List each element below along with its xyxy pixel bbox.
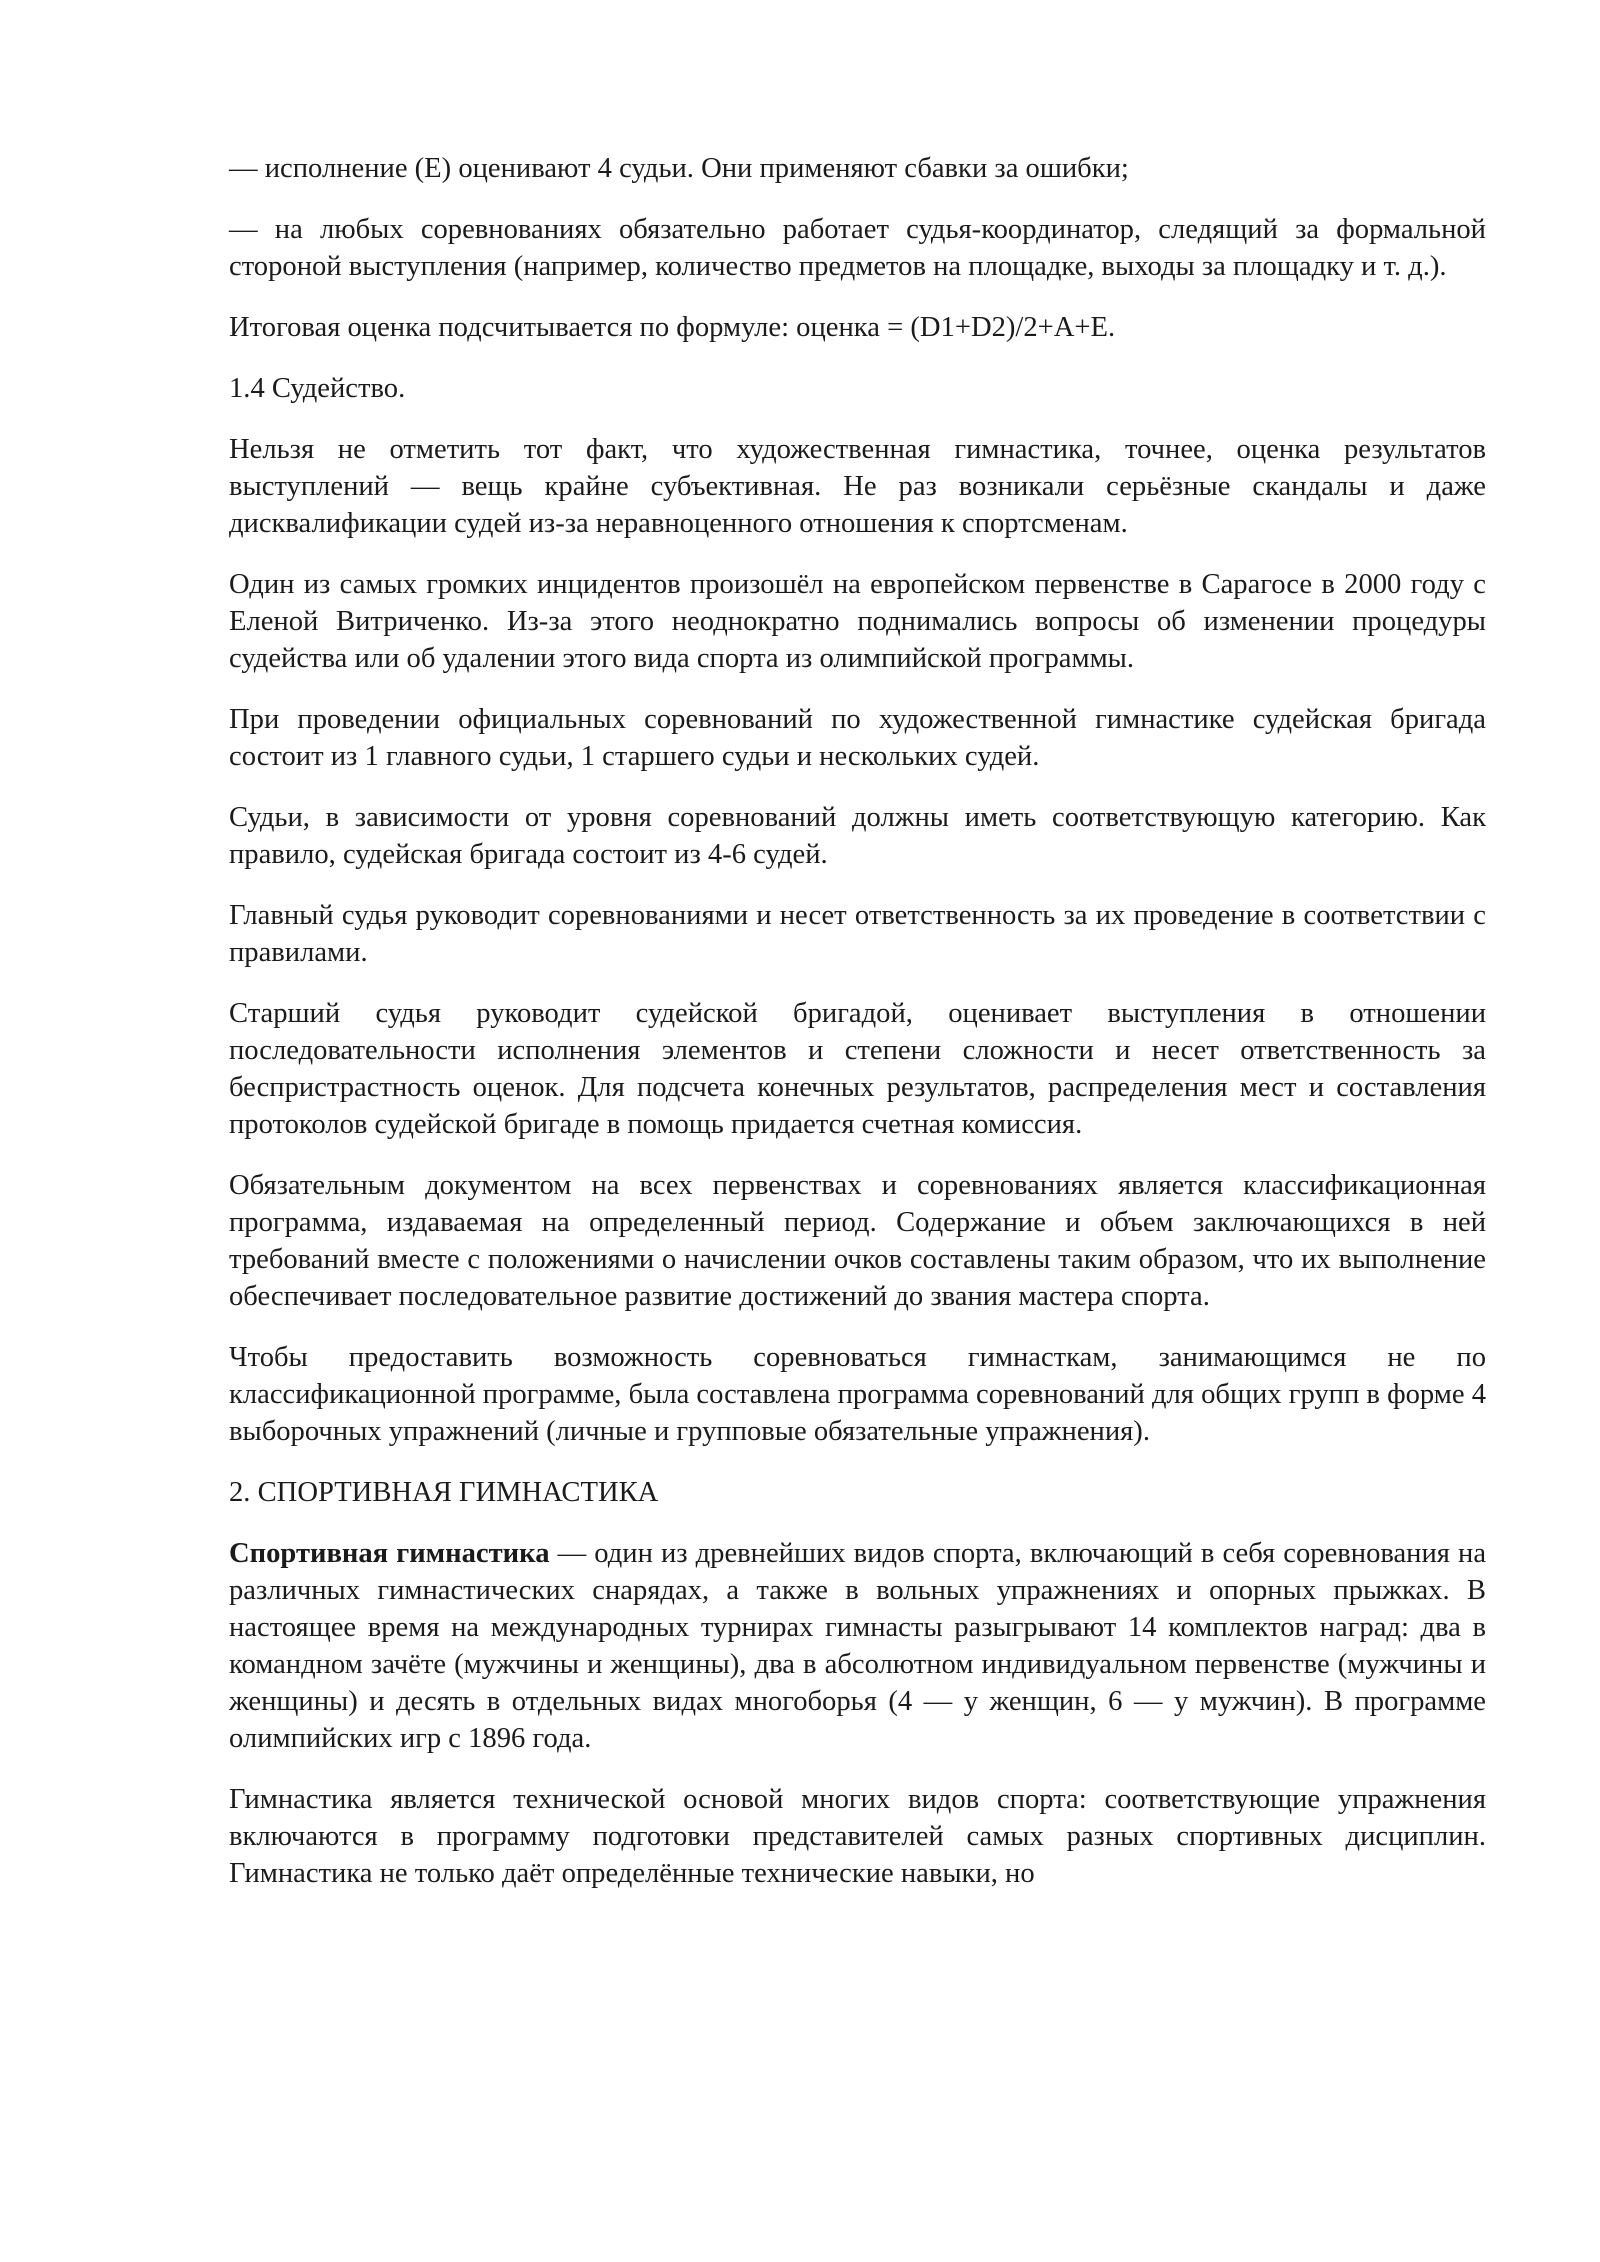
paragraph-incident: Один из самых громких инцидентов произошёл на европейском первенстве в Сарагосе в 2000 году с Еленой Витриченко. Из-за этого неоднократно поднимались вопросы об изменении процедуры судейства или об удалении этого вида спорта из олимпийской программы. xyxy=(229,569,1486,674)
paragraph-chief-judge: Главный судья руководит соревнованиями и несет ответственность за их проведение в соответствии с правилами. xyxy=(229,900,1486,968)
paragraph-execution-judges: — исполнение (E) оценивают 4 судьи. Они применяют сбавки за ошибки; xyxy=(229,153,1129,184)
paragraph-subjectivity: Нельзя не отметить тот факт, что художественная гимнастика, точнее, оценка результатов выступлений — вещь крайне субъективная. Не раз возникали серьёзные скандалы и даже дисквалификации судей из-за неравноценного отношения к спортсменам. xyxy=(229,434,1486,539)
paragraph-coordinator-judge: — на любых соревнованиях обязательно работает судья-координатор, следящий за формальной стороной выступления (например, количество предметов на площадке, выходы за площадку и т. д.). xyxy=(229,214,1486,282)
definition-text: — один из древнейших видов спорта, включающий в себя соревнования на различных гимнастических снарядах, а также в вольных упражнениях и опорных прыжках. В настоящее время на международных турнирах гимнасты разыгрывают 14 комплектов наград: два в командном зачёте (мужчины и женщины), два в абсолютном индивидуальном первенстве (мужчины и женщины) и десять в отдельных видах многоборья (4 — у женщин, 6 — у мужчин). В программе олимпийских игр с 1896 года. xyxy=(229,1538,1487,1754)
paragraph-classification-program: Обязательным документом на всех первенствах и соревнованиях является классификационная программа, издаваемая на определенный период. Содержание и объем заключающихся в ней требований вместе с положениями о начислении очков составлены таким образом, что их выполнение обеспечивает последовательное развитие достижений до звания мастера спорта. xyxy=(229,1170,1486,1312)
definition-term: Спортивная гимнастика xyxy=(229,1538,550,1569)
paragraph-definition xyxy=(229,1535,1486,1757)
paragraph-technical-basis: Гимнастика является технической основой многих видов спорта: соответствующие упражнения включаются в программу подготовки представителей самых разных спортивных дисциплин. Гимнастика не только даёт определённые технические навыки, но xyxy=(229,1784,1486,1889)
paragraph-score-formula: Итоговая оценка подсчитывается по формуле: оценка = (D1+D2)/2+A+E. xyxy=(229,312,1116,343)
section-heading: 2. СПОРТИВНАЯ ГИМНАСТИКА xyxy=(229,1477,659,1508)
document-body xyxy=(229,150,1486,1916)
paragraph-judge-category: Судьи, в зависимости от уровня соревнований должны иметь соответствующую категорию. Как правило, судейская бригада состоит из 4-6 судей. xyxy=(229,802,1486,870)
paragraph-general-groups: Чтобы предоставить возможность соревноваться гимнасткам, занимающимся не по классификационной программе, была составлена программа соревнований для общих групп в форме 4 выборочных упражнений (личные и групповые обязательные упражнения). xyxy=(229,1342,1486,1447)
subsection-heading: 1.4 Судейство. xyxy=(229,373,406,404)
paragraph-senior-judge: Старший судья руководит судейской бригадой, оценивает выступления в отношении последовательности исполнения элементов и степени сложности и несет ответственность за беспристрастность оценок. Для подсчета конечных результатов, распределения мест и составления протоколов судейской бригаде в помощь придается счетная комиссия. xyxy=(229,998,1486,1140)
paragraph-judging-panel: При проведении официальных соревнований по художественной гимнастике судейская бригада состоит из 1 главного судьи, 1 старшего судьи и нескольких судей. xyxy=(229,704,1486,772)
